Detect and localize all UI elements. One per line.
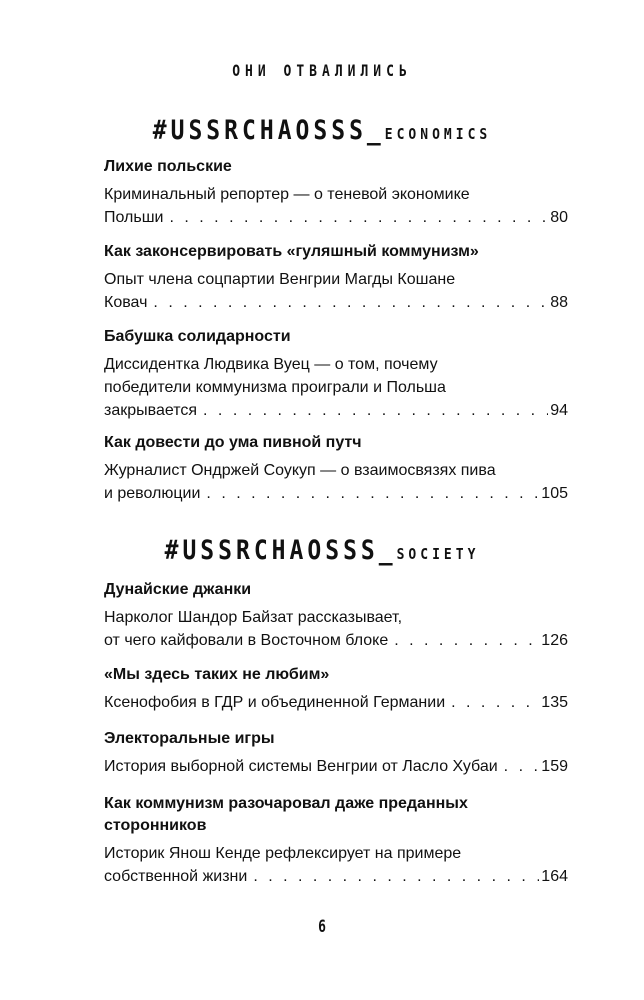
- section-title-economics: [0, 116, 644, 146]
- entry-last-line: [104, 291, 568, 314]
- toc-entry[interactable]: [104, 579, 568, 652]
- page-number: 126: [541, 632, 568, 649]
- entry-title: Бабушка солидарности: [104, 328, 291, 345]
- entry-title: «Мы здесь таких не любим»: [104, 666, 330, 683]
- entry-last-line-text: Ковач: [104, 294, 148, 311]
- entry-title-line: Как коммунизм разочаровал даже преданных: [104, 795, 468, 812]
- page-number: 80: [550, 209, 568, 226]
- entry-title: Как довести до ума пивной путч: [104, 434, 362, 451]
- page-number-footer: 6: [318, 917, 326, 938]
- toc-entry[interactable]: [104, 241, 568, 314]
- entry-last-line: [104, 629, 568, 652]
- entry-last-line: [104, 865, 568, 888]
- entry-last-line-text: Ксенофобия в ГДР и объединенной Германии: [104, 694, 446, 711]
- page-number: 94: [550, 402, 568, 419]
- section-title-society: [0, 536, 644, 566]
- section-title-suffix: ECONOMICS: [384, 126, 492, 144]
- page-number: 105: [541, 485, 568, 502]
- entry-description: [104, 183, 568, 229]
- dot-leader: [203, 399, 548, 422]
- entry-description-line: Опыт члена соцпартии Венгрии Магды Кошане: [104, 271, 456, 288]
- entry-last-line: [104, 691, 568, 714]
- entry-last-line: [104, 482, 568, 505]
- entry-description: [104, 268, 568, 314]
- toc-entry[interactable]: [104, 728, 568, 778]
- entry-description-line: Диссидентка Людвика Вуец — о том, почему: [104, 356, 438, 373]
- entry-last-line-text: Польши: [104, 209, 164, 226]
- dot-leader: [206, 482, 539, 505]
- entry-description-line: Журналист Ондржей Соукуп — о взаимосвязях пива: [104, 462, 496, 479]
- entry-title: Дунайские джанки: [104, 581, 252, 598]
- entry-description-line: Историк Янош Кенде рефлексирует на примере: [104, 845, 462, 862]
- entry-description-line: Криминальный репортер — о теневой экономике: [104, 186, 470, 203]
- page-number: 164: [541, 868, 568, 885]
- toc-entry[interactable]: [104, 326, 568, 422]
- entry-last-line-text: собственной жизни: [104, 868, 248, 885]
- page-number: 135: [541, 694, 568, 711]
- entry-title: Как законсервировать «гуляшный коммунизм»: [104, 243, 479, 260]
- entry-last-line: [104, 206, 568, 229]
- entry-description: [104, 606, 568, 652]
- section-title-suffix: SOCIETY: [396, 546, 480, 564]
- entry-title: [104, 793, 568, 837]
- dot-leader: [170, 206, 549, 229]
- toc-entry[interactable]: [104, 156, 568, 229]
- entry-last-line-text: и революции: [104, 485, 201, 502]
- running-header: ОНИ ОТВАЛИЛИСЬ: [232, 62, 412, 81]
- entry-description-line: Нарколог Шандор Байзат рассказывает,: [104, 609, 403, 626]
- entry-title-line: сторонников: [104, 817, 207, 834]
- toc-entry[interactable]: [104, 793, 568, 888]
- entry-last-line-text: История выборной системы Венгрии от Ласло Хубаи: [104, 758, 498, 775]
- toc-entry[interactable]: [104, 432, 568, 505]
- dot-leader: [504, 755, 540, 778]
- page-number: 88: [550, 294, 568, 311]
- entry-title: Лихие польские: [104, 158, 232, 175]
- entry-last-line: [104, 755, 568, 778]
- entry-description: [104, 755, 568, 778]
- dot-leader: [451, 691, 539, 714]
- dot-leader: [394, 629, 539, 652]
- entry-last-line-text: от чего кайфовали в Восточном блоке: [104, 632, 389, 649]
- entry-description: [104, 691, 568, 714]
- entry-last-line-text: закрывается: [104, 402, 198, 419]
- section-title-prefix: #USSRCHAOSSS_: [152, 116, 385, 146]
- entry-description: [104, 842, 568, 888]
- section-title-prefix: #USSRCHAOSSS_: [164, 536, 397, 566]
- entry-last-line: [104, 399, 568, 422]
- toc-entry[interactable]: [104, 664, 568, 714]
- page-number: 159: [541, 758, 568, 775]
- entry-title: Электоральные игры: [104, 730, 275, 747]
- dot-leader: [153, 291, 548, 314]
- entry-description-line: победители коммунизма проиграли и Польша: [104, 379, 446, 396]
- dot-leader: [253, 865, 539, 888]
- entry-description: [104, 459, 568, 505]
- entry-description: [104, 353, 568, 422]
